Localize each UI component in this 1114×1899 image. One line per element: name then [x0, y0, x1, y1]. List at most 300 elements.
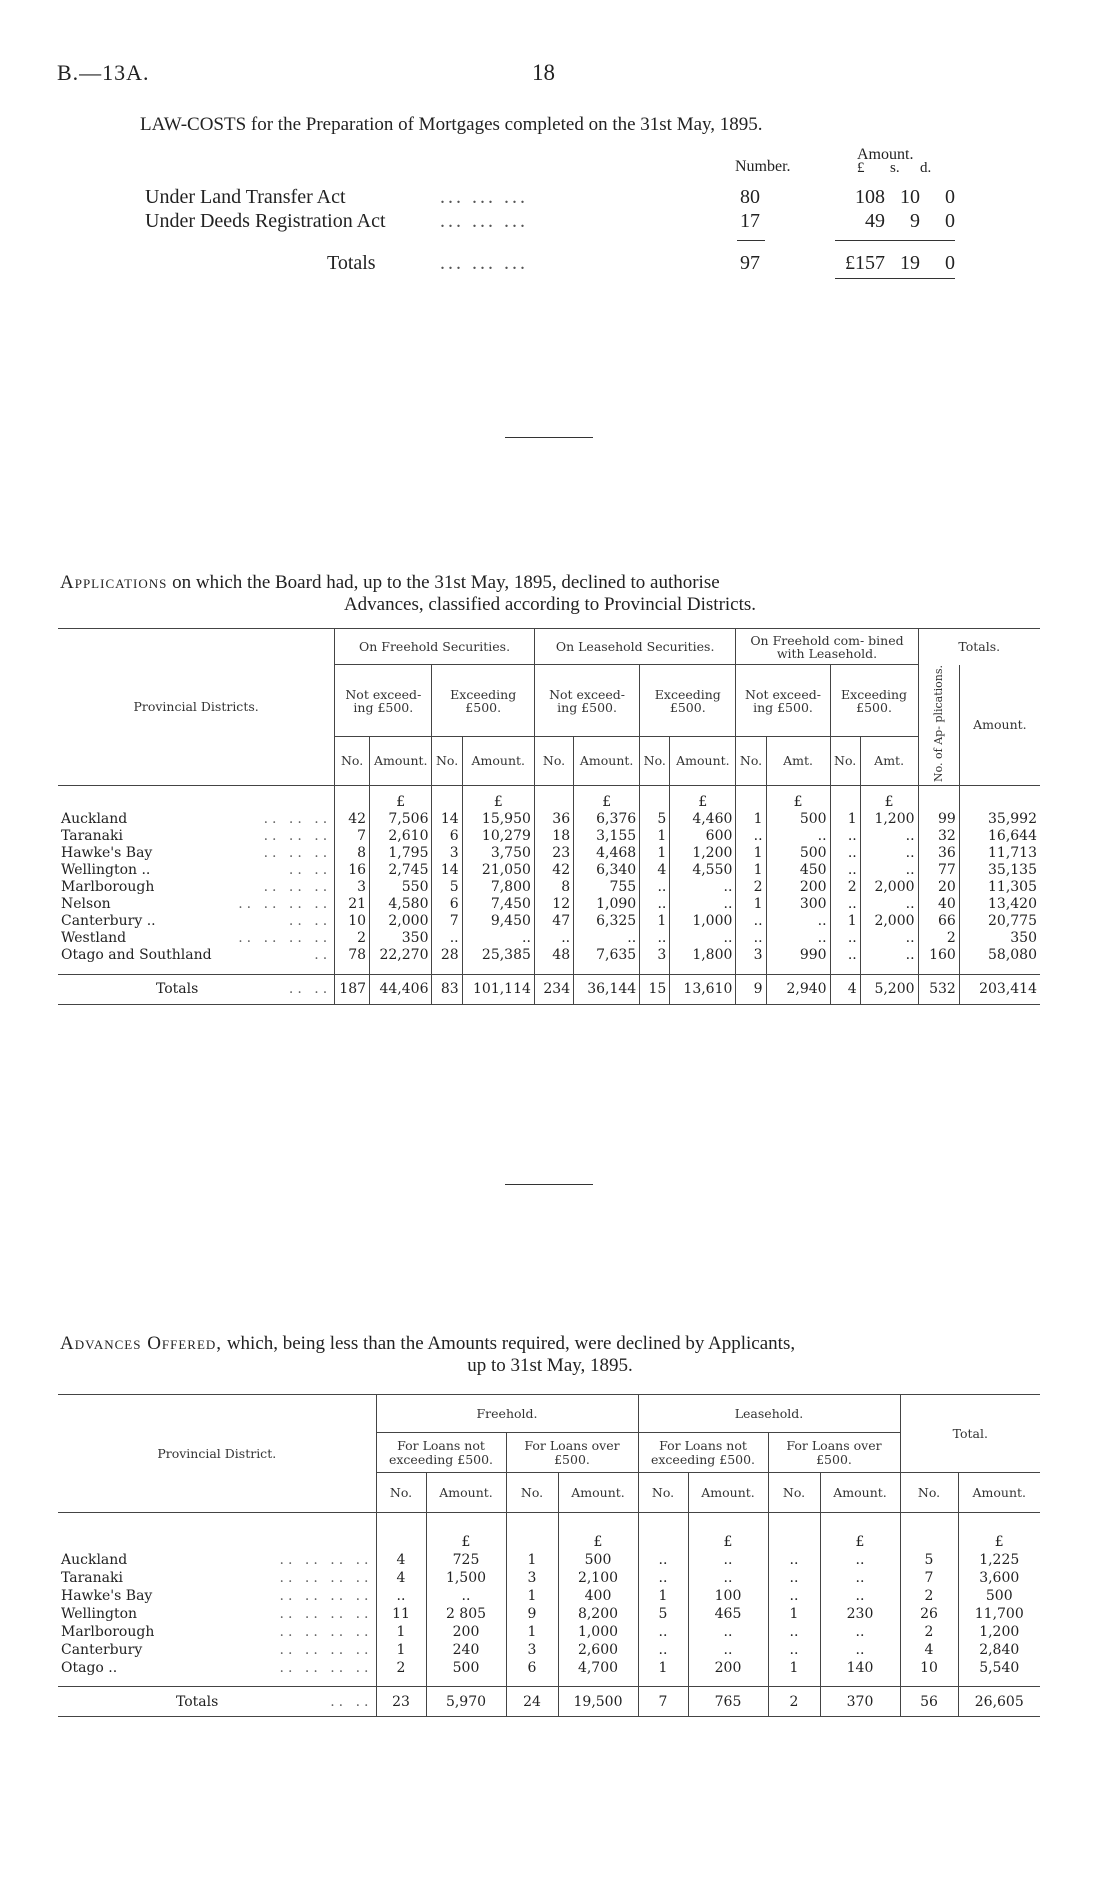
- advances-h-amount: Amount.: [820, 1473, 900, 1513]
- pound-sign: £: [766, 785, 830, 811]
- lawcosts-row-shillings: 9: [910, 210, 920, 232]
- leader-dots: .. ..: [330, 1693, 373, 1710]
- value-cell: 1,500: [426, 1569, 506, 1587]
- table-row: [58, 828, 1040, 845]
- spacer-cell: [534, 785, 573, 811]
- value-cell: 26,605: [958, 1687, 1040, 1717]
- advances-h-fh-loans-over: For Loans over £500.: [506, 1433, 638, 1473]
- advances-h-district: Provincial District.: [58, 1395, 376, 1513]
- value-cell: ..: [768, 1551, 820, 1569]
- value-cell: ..: [640, 930, 670, 947]
- value-cell: ..: [860, 845, 918, 862]
- value-cell: 1,200: [670, 845, 736, 862]
- value-cell: ..: [534, 930, 573, 947]
- leader-dots: .. ..: [288, 980, 332, 997]
- value-cell: 24: [506, 1687, 558, 1717]
- value-cell: 13,610: [670, 974, 736, 1004]
- value-cell: ..: [736, 930, 766, 947]
- applications-h-cb-exceeding: Exceeding £500.: [830, 665, 918, 737]
- leader-dots: .. .. ..: [263, 828, 332, 845]
- value-cell: ..: [768, 1587, 820, 1605]
- spacer-cell: [638, 1677, 688, 1687]
- value-cell: 1: [376, 1641, 426, 1659]
- applications-h-amt: Amt.: [766, 737, 830, 785]
- lawcosts-total-pounds: £157: [845, 252, 885, 274]
- district-name: Wellington: [61, 1605, 138, 1622]
- spacer-cell: [58, 1513, 376, 1551]
- spacer-cell: [432, 964, 462, 974]
- table-row: [58, 862, 1040, 879]
- spacer-cell: [670, 964, 736, 974]
- advances-h-freehold: Freehold.: [376, 1395, 638, 1433]
- spacer-cell: [900, 1677, 958, 1687]
- lawcosts-row-shillings: 10: [900, 186, 920, 208]
- value-cell: 1: [506, 1623, 558, 1641]
- value-cell: 4,580: [370, 896, 432, 913]
- value-cell: 5,970: [426, 1687, 506, 1717]
- leader-dots: .. .. .. ..: [279, 1659, 373, 1676]
- value-cell: 5: [432, 879, 462, 896]
- value-cell: 3: [335, 879, 370, 896]
- value-cell: ..: [830, 896, 860, 913]
- value-cell: 1: [640, 845, 670, 862]
- district-name-cell: [58, 1623, 376, 1641]
- value-cell: 1: [768, 1605, 820, 1623]
- value-cell: 1: [830, 913, 860, 930]
- value-cell: 2: [918, 930, 959, 947]
- value-cell: ..: [860, 896, 918, 913]
- district-name: Wellington ..: [61, 862, 151, 879]
- spacer-cell: [574, 964, 640, 974]
- value-cell: 48: [534, 947, 573, 964]
- spacer-cell: [918, 964, 959, 974]
- value-cell: 22,270: [370, 947, 432, 964]
- value-cell: 500: [958, 1587, 1040, 1605]
- value-cell: 1,000: [558, 1623, 638, 1641]
- value-cell: ..: [688, 1641, 768, 1659]
- value-cell: 5: [640, 811, 670, 828]
- table-row: [58, 896, 1040, 913]
- value-cell: ..: [640, 879, 670, 896]
- spacer-cell: [335, 785, 370, 811]
- value-cell: ..: [736, 828, 766, 845]
- advances-h-total: Total.: [900, 1395, 1040, 1473]
- value-cell: 25,385: [462, 947, 534, 964]
- spacer-cell: [830, 964, 860, 974]
- value-cell: ..: [860, 930, 918, 947]
- table-row: [58, 1659, 1040, 1677]
- value-cell: ..: [462, 930, 534, 947]
- value-cell: 2: [830, 879, 860, 896]
- value-cell: 13,420: [959, 896, 1040, 913]
- applications-h-totals: Totals.: [918, 629, 1040, 665]
- pound-sign: £: [574, 785, 640, 811]
- spacer-cell: [640, 785, 670, 811]
- value-cell: 550: [370, 879, 432, 896]
- advances-h-lh-loans-over: For Loans over £500.: [768, 1433, 900, 1473]
- value-cell: 101,114: [462, 974, 534, 1004]
- value-cell: 10: [335, 913, 370, 930]
- applications-title: [60, 572, 1040, 616]
- value-cell: 5,200: [860, 974, 918, 1004]
- value-cell: 725: [426, 1551, 506, 1569]
- value-cell: 7: [900, 1569, 958, 1587]
- value-cell: 1,090: [574, 896, 640, 913]
- value-cell: 2,600: [558, 1641, 638, 1659]
- applications-h-amount: Amount.: [959, 665, 1040, 786]
- value-cell: 7,450: [462, 896, 534, 913]
- spacer-cell: [959, 964, 1040, 974]
- value-cell: 47: [534, 913, 573, 930]
- value-cell: 2,000: [860, 879, 918, 896]
- value-cell: ..: [638, 1623, 688, 1641]
- value-cell: 350: [370, 930, 432, 947]
- applications-h-amount-col: Amount.: [462, 737, 534, 785]
- value-cell: 44,406: [370, 974, 432, 1004]
- value-cell: 20: [918, 879, 959, 896]
- value-cell: 1: [830, 811, 860, 828]
- district-name: Totals: [176, 1693, 219, 1710]
- lawcosts-total-pence: 0: [945, 252, 955, 274]
- lawcosts-row-number: 17: [740, 210, 760, 232]
- value-cell: 1: [640, 913, 670, 930]
- value-cell: ..: [640, 896, 670, 913]
- value-cell: 21,050: [462, 862, 534, 879]
- value-cell: 7,635: [574, 947, 640, 964]
- district-name-cell: [58, 1687, 376, 1717]
- lawcosts-col-pence: d.: [920, 160, 932, 176]
- advances-h-lh-loans-not-exceeding: For Loans not exceeding £500.: [638, 1433, 768, 1473]
- value-cell: 600: [670, 828, 736, 845]
- value-cell: 1,200: [860, 811, 918, 828]
- value-cell: 14: [432, 811, 462, 828]
- table-row: [58, 947, 1040, 964]
- advances-title-rest: which, being less than the Amounts required, were declined by Applicants,: [226, 1333, 796, 1354]
- value-cell: 3: [640, 947, 670, 964]
- district-name: Otago ..: [61, 1659, 118, 1676]
- value-cell: 2,745: [370, 862, 432, 879]
- value-cell: 6,325: [574, 913, 640, 930]
- applications-h-fh-not-exceeding: Not exceed- ing £500.: [335, 665, 432, 737]
- value-cell: 7,800: [462, 879, 534, 896]
- value-cell: 2,000: [370, 913, 432, 930]
- leader-dots: ..: [314, 947, 332, 964]
- lawcosts-col-shillings: s.: [890, 160, 900, 176]
- value-cell: 140: [820, 1659, 900, 1677]
- value-cell: 11,700: [958, 1605, 1040, 1623]
- value-cell: ..: [766, 913, 830, 930]
- value-cell: 3,155: [574, 828, 640, 845]
- pound-sign: £: [670, 785, 736, 811]
- lawcosts-col-amount: Amount.: [857, 146, 914, 163]
- pound-sign: £: [558, 1513, 638, 1551]
- lawcosts-total-number: 97: [740, 252, 760, 274]
- leader-dots: .. .. .. ..: [279, 1641, 373, 1658]
- value-cell: 4,700: [558, 1659, 638, 1677]
- value-cell: 1,000: [670, 913, 736, 930]
- applications-h-district: Provincial Districts.: [58, 629, 335, 786]
- lawcosts-row-pence: 0: [945, 210, 955, 232]
- value-cell: 187: [335, 974, 370, 1004]
- district-name-cell: [58, 1641, 376, 1659]
- value-cell: 35,135: [959, 862, 1040, 879]
- value-cell: 36: [918, 845, 959, 862]
- value-cell: 6,376: [574, 811, 640, 828]
- lawcosts-total-shillings: 19: [900, 252, 920, 274]
- table-row: [58, 879, 1040, 896]
- leader-dots: .. .. .. ..: [238, 896, 332, 913]
- value-cell: 450: [766, 862, 830, 879]
- value-cell: ..: [768, 1569, 820, 1587]
- totals-row: [58, 1687, 1040, 1717]
- advances-h-leasehold: Leasehold.: [638, 1395, 900, 1433]
- value-cell: 11: [376, 1605, 426, 1623]
- value-cell: 5: [638, 1605, 688, 1623]
- spacer-cell: [860, 964, 918, 974]
- value-cell: ..: [830, 862, 860, 879]
- value-cell: ..: [820, 1569, 900, 1587]
- district-name-cell: [58, 913, 335, 930]
- applications-table: [58, 628, 1040, 1005]
- value-cell: 1: [376, 1623, 426, 1641]
- value-cell: 1: [736, 845, 766, 862]
- lawcosts-row-label: Under Deeds Registration Act: [145, 210, 386, 232]
- lawcosts-total-dots: ... ... ...: [440, 252, 528, 274]
- district-name: Marlborough: [61, 1623, 155, 1640]
- value-cell: 500: [766, 811, 830, 828]
- value-cell: 42: [335, 811, 370, 828]
- value-cell: 7: [335, 828, 370, 845]
- spacer-cell: [900, 1513, 958, 1551]
- pound-sign: £: [370, 785, 432, 811]
- value-cell: 765: [688, 1687, 768, 1717]
- table-row: [58, 1605, 1040, 1623]
- value-cell: 4: [900, 1641, 958, 1659]
- value-cell: 1: [506, 1587, 558, 1605]
- value-cell: 465: [688, 1605, 768, 1623]
- lawcosts-rule: [835, 240, 955, 241]
- applications-h-no-applications-text: No. of Ap- plications.: [932, 664, 946, 782]
- value-cell: 10,279: [462, 828, 534, 845]
- table-row: [58, 1623, 1040, 1641]
- lawcosts-col-number: Number.: [735, 158, 791, 175]
- advances-title: [60, 1333, 1040, 1377]
- value-cell: ..: [768, 1623, 820, 1641]
- value-cell: 66: [918, 913, 959, 930]
- leader-dots: .. .. ..: [263, 879, 332, 896]
- value-cell: 230: [820, 1605, 900, 1623]
- value-cell: 4: [830, 974, 860, 1004]
- value-cell: 1: [768, 1659, 820, 1677]
- value-cell: 9: [506, 1605, 558, 1623]
- spacer-cell: [736, 785, 766, 811]
- district-name: Marlborough: [61, 879, 155, 896]
- value-cell: 19,500: [558, 1687, 638, 1717]
- value-cell: 4: [640, 862, 670, 879]
- applications-h-combined: On Freehold com- bined with Leasehold.: [736, 629, 918, 665]
- value-cell: ..: [638, 1551, 688, 1569]
- applications-h-fh-exceeding: Exceeding £500.: [432, 665, 534, 737]
- table-row: [58, 811, 1040, 828]
- district-name-cell: [58, 896, 335, 913]
- table-row: [58, 845, 1040, 862]
- value-cell: ..: [670, 896, 736, 913]
- value-cell: 56: [900, 1687, 958, 1717]
- value-cell: 6: [506, 1659, 558, 1677]
- totals-row: [58, 974, 1040, 1004]
- leader-dots: .. .. .. ..: [279, 1623, 373, 1640]
- value-cell: ..: [376, 1587, 426, 1605]
- applications-h-no: No.: [432, 737, 462, 785]
- advances-h-no: No.: [638, 1473, 688, 1513]
- value-cell: 240: [426, 1641, 506, 1659]
- lawcosts-title: LAW-COSTS for the Preparation of Mortgages completed on the 31st May, 1895.: [140, 114, 763, 135]
- spacer-cell: [820, 1677, 900, 1687]
- value-cell: ..: [820, 1623, 900, 1641]
- applications-h-no: No.: [640, 737, 670, 785]
- spacer-cell: [506, 1677, 558, 1687]
- value-cell: ..: [688, 1623, 768, 1641]
- pound-sign: £: [958, 1513, 1040, 1551]
- value-cell: ..: [830, 947, 860, 964]
- table-row: [58, 913, 1040, 930]
- value-cell: ..: [432, 930, 462, 947]
- value-cell: 6: [432, 896, 462, 913]
- value-cell: 4: [376, 1551, 426, 1569]
- spacer-row: [58, 1677, 1040, 1687]
- district-name: Taranaki: [61, 1569, 123, 1586]
- applications-h-amount-col: Amount.: [370, 737, 432, 785]
- leader-dots: .. .. .. ..: [279, 1551, 373, 1568]
- spacer-cell: [768, 1513, 820, 1551]
- value-cell: ..: [638, 1641, 688, 1659]
- lawcosts-col-pounds: £: [857, 160, 865, 176]
- value-cell: 2: [900, 1623, 958, 1641]
- value-cell: ..: [736, 913, 766, 930]
- value-cell: 500: [426, 1659, 506, 1677]
- district-name: Canterbury ..: [61, 913, 156, 930]
- value-cell: 15,950: [462, 811, 534, 828]
- value-cell: 32: [918, 828, 959, 845]
- lawcosts-row-dots: ... ... ...: [440, 186, 528, 208]
- advances-h-no: No.: [768, 1473, 820, 1513]
- value-cell: ..: [820, 1641, 900, 1659]
- lawcosts-row-number: 80: [740, 186, 760, 208]
- value-cell: ..: [830, 930, 860, 947]
- value-cell: 21: [335, 896, 370, 913]
- advances-title-lead: Advances Offered,: [60, 1333, 223, 1354]
- value-cell: 2: [768, 1687, 820, 1717]
- spacer-cell: [376, 1677, 426, 1687]
- value-cell: 18: [534, 828, 573, 845]
- district-name: Taranaki: [61, 828, 123, 845]
- applications-body: [58, 811, 1040, 964]
- value-cell: 1: [638, 1587, 688, 1605]
- value-cell: 16: [335, 862, 370, 879]
- value-cell: ..: [830, 845, 860, 862]
- spacer-cell: [432, 785, 462, 811]
- spacer-cell: [376, 1513, 426, 1551]
- value-cell: 1: [506, 1551, 558, 1569]
- value-cell: 28: [432, 947, 462, 964]
- district-name-cell: [58, 974, 335, 1004]
- advances-h-amount: Amount.: [426, 1473, 506, 1513]
- leader-dots: .. .. .. ..: [279, 1587, 373, 1604]
- value-cell: ..: [688, 1551, 768, 1569]
- table-row: [58, 1569, 1040, 1587]
- table-row: [58, 1587, 1040, 1605]
- value-cell: 2,100: [558, 1569, 638, 1587]
- value-cell: ..: [860, 828, 918, 845]
- table-row: [58, 1551, 1040, 1569]
- spacer-cell: [688, 1677, 768, 1687]
- applications-h-no: No.: [534, 737, 573, 785]
- spacer-cell: [558, 1677, 638, 1687]
- value-cell: 2 805: [426, 1605, 506, 1623]
- value-cell: 77: [918, 862, 959, 879]
- district-name-cell: [58, 879, 335, 896]
- advances-h-amount: Amount.: [558, 1473, 638, 1513]
- value-cell: 755: [574, 879, 640, 896]
- pound-sign: £: [860, 785, 918, 811]
- spacer-cell: [830, 785, 860, 811]
- leader-dots: .. ..: [288, 862, 332, 879]
- value-cell: 11,713: [959, 845, 1040, 862]
- leader-dots: .. ..: [288, 913, 332, 930]
- value-cell: ..: [670, 930, 736, 947]
- district-name: Hawke's Bay: [61, 845, 153, 862]
- value-cell: ..: [830, 828, 860, 845]
- advances-h-no: No.: [900, 1473, 958, 1513]
- value-cell: 7: [638, 1687, 688, 1717]
- value-cell: 350: [959, 930, 1040, 947]
- lawcosts-row-label: Under Land Transfer Act: [145, 186, 346, 208]
- value-cell: 2,000: [860, 913, 918, 930]
- value-cell: 2: [900, 1587, 958, 1605]
- value-cell: 1,200: [958, 1623, 1040, 1641]
- leader-dots: .. .. .. ..: [238, 930, 332, 947]
- value-cell: 200: [688, 1659, 768, 1677]
- value-cell: 7,506: [370, 811, 432, 828]
- district-name-cell: [58, 845, 335, 862]
- value-cell: 3: [506, 1569, 558, 1587]
- applications-totals: [58, 964, 1040, 1004]
- value-cell: 99: [918, 811, 959, 828]
- district-name-cell: [58, 1551, 376, 1569]
- spacer-cell: [918, 785, 959, 811]
- applications-h-amount-col: Amount.: [574, 737, 640, 785]
- value-cell: 4,468: [574, 845, 640, 862]
- value-cell: 1: [638, 1659, 688, 1677]
- spacer-cell: [534, 964, 573, 974]
- value-cell: 160: [918, 947, 959, 964]
- value-cell: 78: [335, 947, 370, 964]
- spacer-cell: [640, 964, 670, 974]
- value-cell: 990: [766, 947, 830, 964]
- value-cell: ..: [426, 1587, 506, 1605]
- applications-h-amount-col: Amount.: [670, 737, 736, 785]
- value-cell: 20,775: [959, 913, 1040, 930]
- district-name: Auckland: [61, 811, 128, 828]
- value-cell: 4,460: [670, 811, 736, 828]
- value-cell: ..: [860, 862, 918, 879]
- applications-h-lh-not-exceeding: Not exceed- ing £500.: [534, 665, 639, 737]
- value-cell: 4,550: [670, 862, 736, 879]
- value-cell: 532: [918, 974, 959, 1004]
- district-name-cell: [58, 862, 335, 879]
- value-cell: 1,795: [370, 845, 432, 862]
- district-name-cell: [58, 1659, 376, 1677]
